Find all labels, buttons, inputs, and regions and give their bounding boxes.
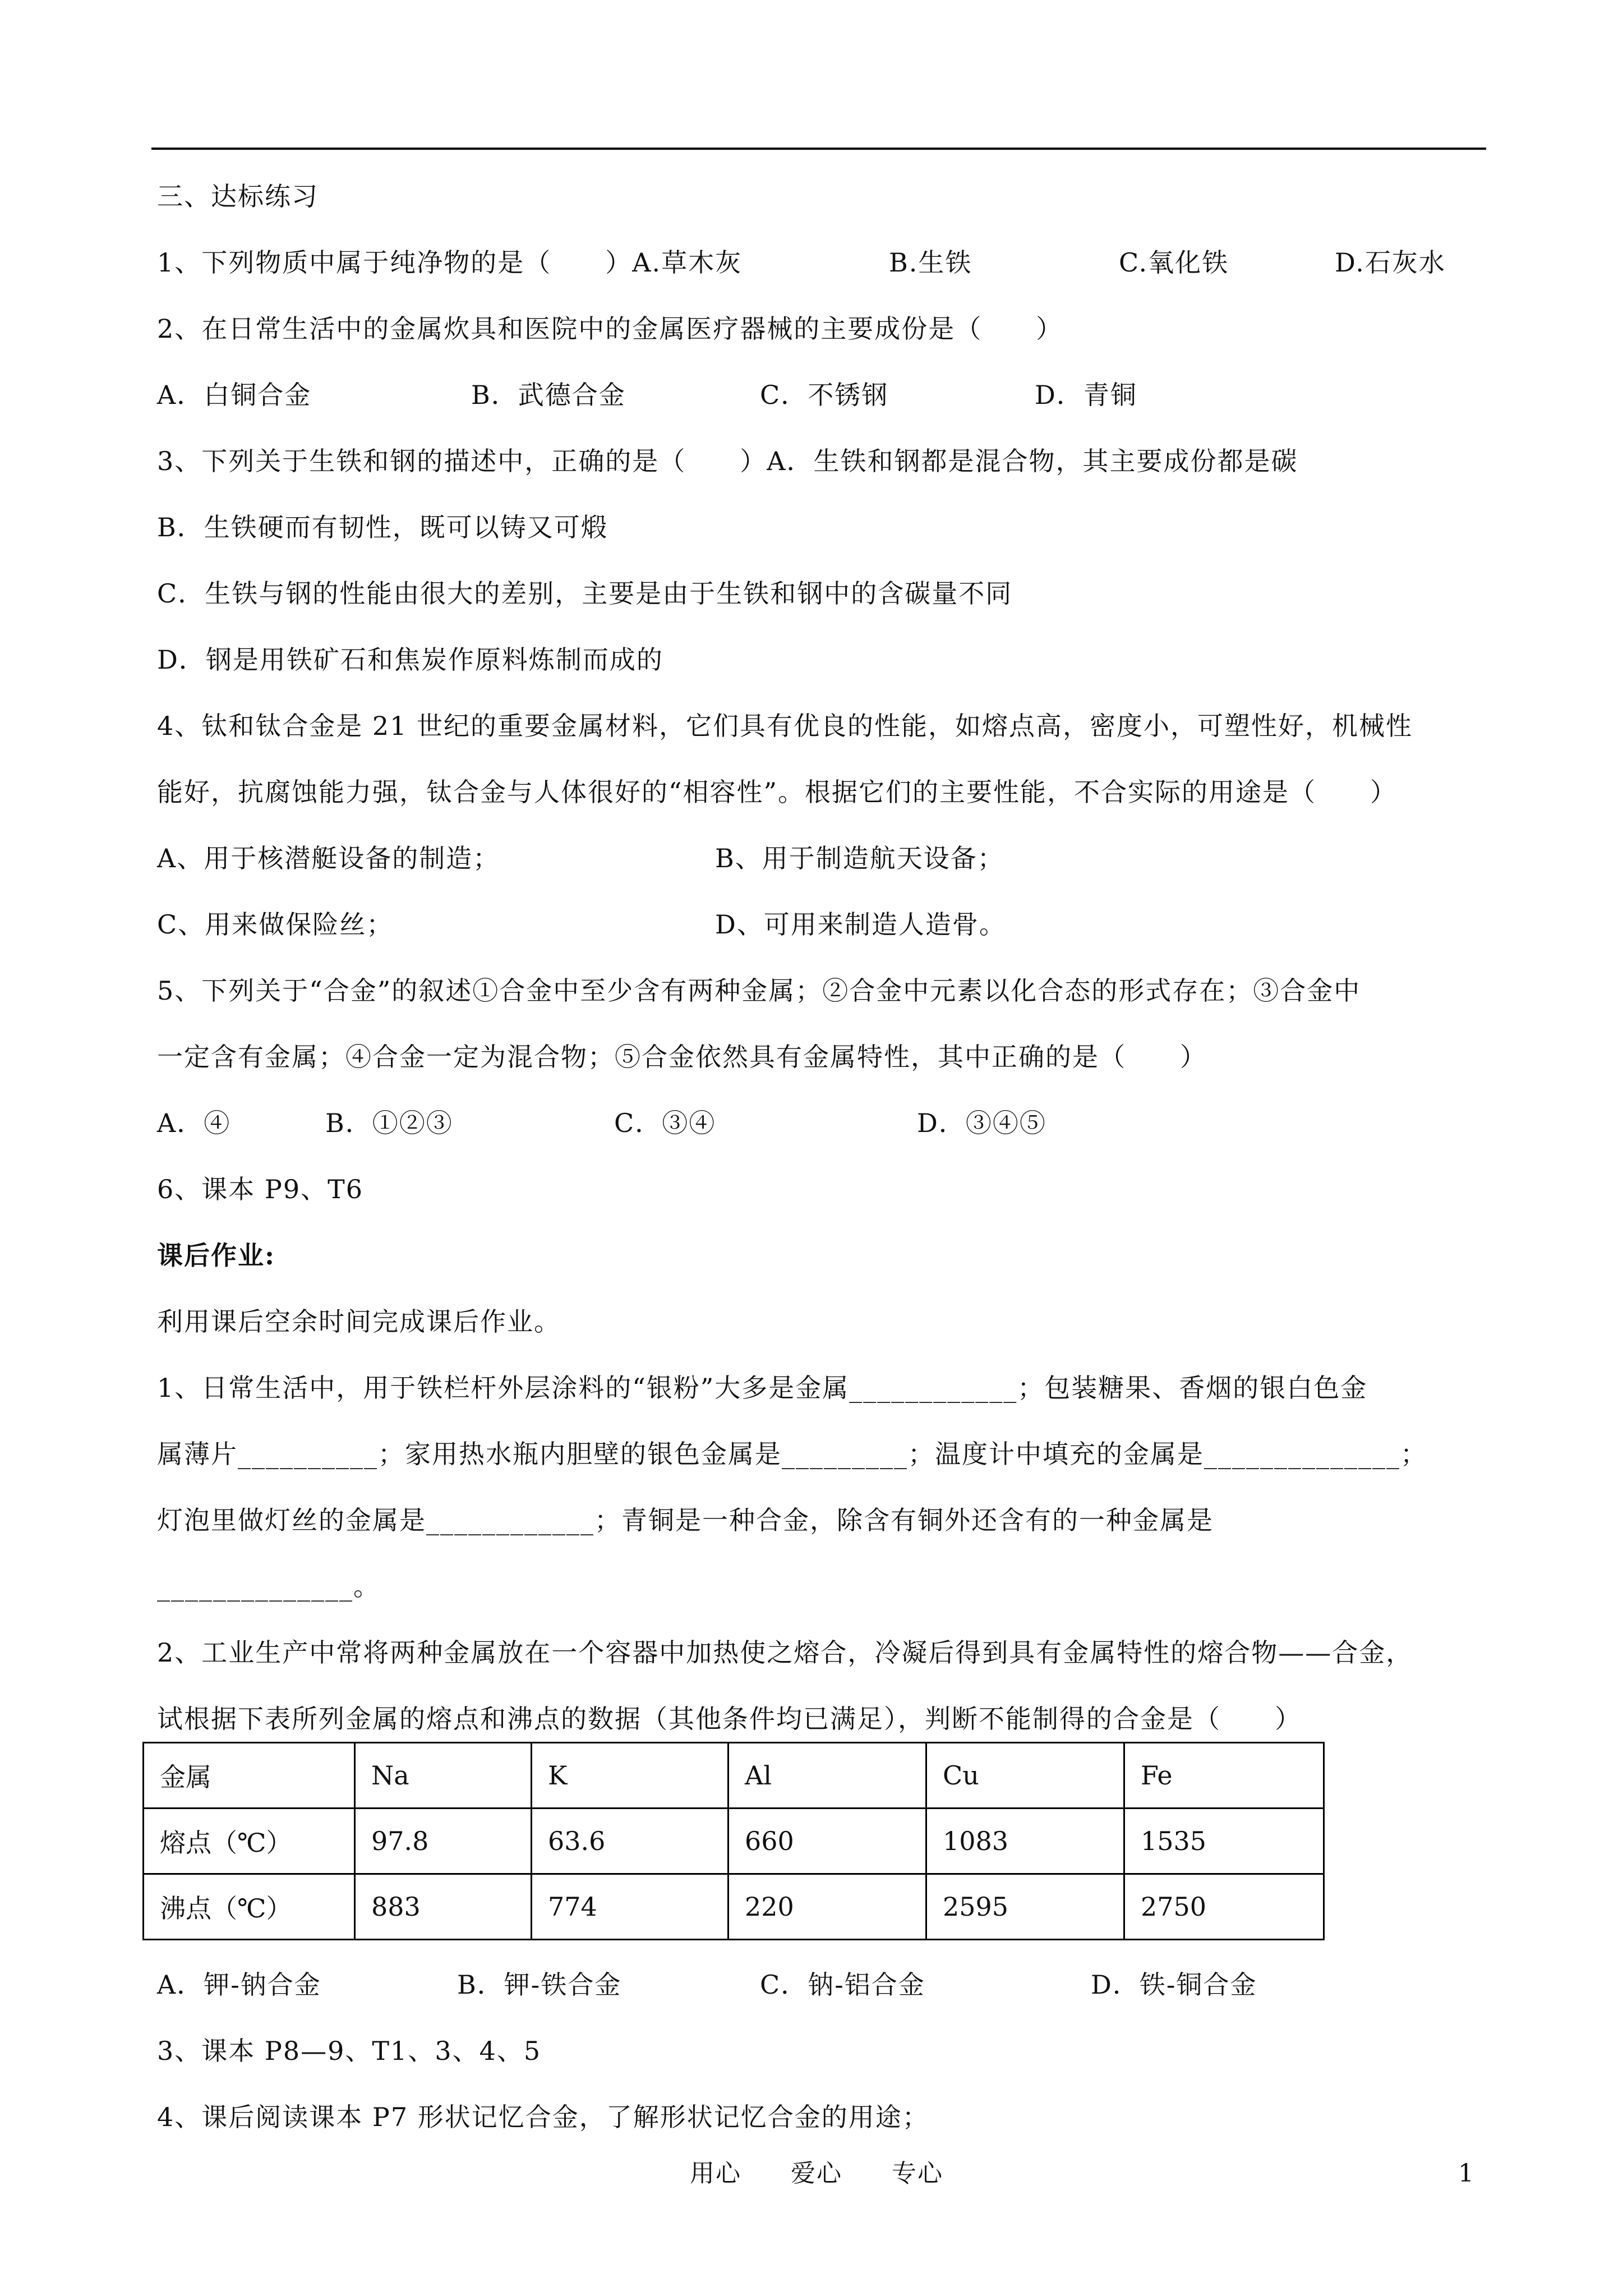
table-cell: 660 (728, 1809, 926, 1874)
q2-option-a: A．白铜合金 (157, 380, 312, 410)
q5-line2: 一定含有金属；④合金一定为混合物；⑤合金依然具有金属特性，其中正确的是（ ） (157, 1042, 1207, 1072)
table-cell: 220 (728, 1874, 926, 1940)
hw2-option-d: D．铁-铜合金 (1091, 1970, 1257, 2000)
table-cell: Cu (926, 1743, 1124, 1809)
table-cell: 沸点（℃） (144, 1874, 355, 1940)
hw4: 4、课后阅读课本 P7 形状记忆合金，了解形状记忆合金的用途； (157, 2102, 929, 2132)
hw3: 3、课本 P8—9、T1、3、4、5 (157, 2036, 542, 2066)
q5-option-c: C．③④ (614, 1108, 716, 1138)
q3-option-b: B．生铁硬而有韧性，既可以铸又可煅 (157, 512, 608, 542)
q5-option-a: A．④ (157, 1108, 231, 1138)
q4-line2: 能好，抗腐蚀能力强，钛合金与人体很好的“相容性”。根据它们的主要性能，不合实际的用途是（ ） (157, 777, 1398, 807)
q3-stem: 3、下列关于生铁和钢的描述中，正确的是（ ）A．生铁和钢都是混合物，其主要成份都是碳 (157, 446, 1298, 476)
q2-option-c: C．不锈钢 (760, 380, 889, 410)
q5-option-d: D．③④⑤ (917, 1108, 1046, 1138)
table-cell: 2595 (926, 1874, 1124, 1940)
table-cell: 883 (355, 1874, 532, 1940)
footer-motto-2: 爱心 (791, 2159, 842, 2188)
table-cell: 97.8 (355, 1809, 532, 1874)
section-title: 三、达标练习 (157, 181, 319, 211)
q4-option-b: B、用于制造航天设备； (715, 843, 1004, 873)
q4-option-a: A、用于核潜艇设备的制造； (157, 843, 500, 873)
table-cell: 金属 (144, 1743, 355, 1809)
page-number: 1 (1458, 2159, 1475, 2188)
table-cell: Na (355, 1743, 532, 1809)
table-row (144, 1874, 1324, 1940)
hw1-line3: 灯泡里做灯丝的金属是____________；青铜是一种合金，除含有铜外还含有的一种金属是 (157, 1505, 1214, 1535)
hw2-option-b: B．钾-铁合金 (457, 1970, 622, 2000)
q1-option-d: D.石灰水 (1335, 247, 1446, 278)
hw2-option-a: A．钾-钠合金 (157, 1970, 321, 2000)
table-cell: 2750 (1124, 1874, 1324, 1940)
q2-stem: 2、在日常生活中的金属炊具和医院中的金属医疗器械的主要成份是（ ） (157, 314, 1063, 344)
table-cell: Fe (1124, 1743, 1324, 1809)
table-cell: K (532, 1743, 728, 1809)
table-cell: 熔点（℃） (144, 1809, 355, 1874)
hw1-line1: 1、日常生活中，用于铁栏杆外层涂料的“银粉”大多是金属____________；包装糖果、香烟的银白色金 (157, 1373, 1368, 1403)
table-cell: 774 (532, 1874, 728, 1940)
hw2-option-c: C．钠-铝合金 (760, 1970, 925, 2000)
table-cell: 1535 (1124, 1809, 1324, 1874)
hw2-line1: 2、工业生产中常将两种金属放在一个容器中加热使之熔合，冷凝后得到具有金属特性的熔合物——合金， (157, 1637, 1413, 1668)
q4-line1: 4、钛和钛合金是 21 世纪的重要金属材料，它们具有优良的性能，如熔点高，密度小，可塑性好，机械性 (157, 711, 1413, 741)
q3-option-c: C．生铁与钢的性能由很大的差别，主要是由于生铁和钢中的含碳量不同 (157, 578, 1013, 609)
q1-option-b: B.生铁 (889, 247, 972, 278)
table-cell: 63.6 (532, 1809, 728, 1874)
metal-properties-table (142, 1742, 1325, 1940)
q5-line1: 5、下列关于“合金”的叙述①合金中至少含有两种金属；②合金中元素以化合态的形式存在；③合金中 (157, 976, 1361, 1006)
q1-stem: 1、下列物质中属于纯净物的是（ ）A.草木灰 (157, 247, 743, 278)
table-cell: Al (728, 1743, 926, 1809)
q2-option-d: D．青铜 (1035, 380, 1137, 410)
table-cell: 1083 (926, 1809, 1124, 1874)
homework-intro: 利用课后空余时间完成课后作业。 (157, 1306, 561, 1337)
homework-title: 课后作业: (157, 1240, 275, 1271)
header-rule (151, 148, 1486, 150)
q4-option-d: D、可用来制造人造骨。 (715, 909, 1006, 940)
hw2-line2: 试根据下表所列金属的熔点和沸点的数据（其他条件均已满足），判断不能制得的合金是（ ） (157, 1704, 1302, 1734)
footer-motto-1: 用心 (690, 2159, 741, 2188)
q1-option-c: C.氧化铁 (1119, 247, 1229, 278)
table-row (144, 1809, 1324, 1874)
footer-motto-3: 专心 (892, 2159, 943, 2188)
table-header-row (144, 1743, 1324, 1809)
q3-option-d: D．钢是用铁矿石和焦炭作原料炼制而成的 (157, 645, 663, 675)
hw1-line4: ______________。 (157, 1571, 380, 1602)
q6: 6、课本 P9、T6 (157, 1174, 364, 1204)
hw1-line2: 属薄片__________；家用热水瓶内胆壁的银色金属是_________；温度计中填充的金属是______________； (157, 1439, 1427, 1469)
q4-option-c: C、用来做保险丝； (157, 909, 394, 940)
q5-option-b: B．①②③ (325, 1108, 453, 1138)
q2-option-b: B．武德合金 (471, 380, 626, 410)
